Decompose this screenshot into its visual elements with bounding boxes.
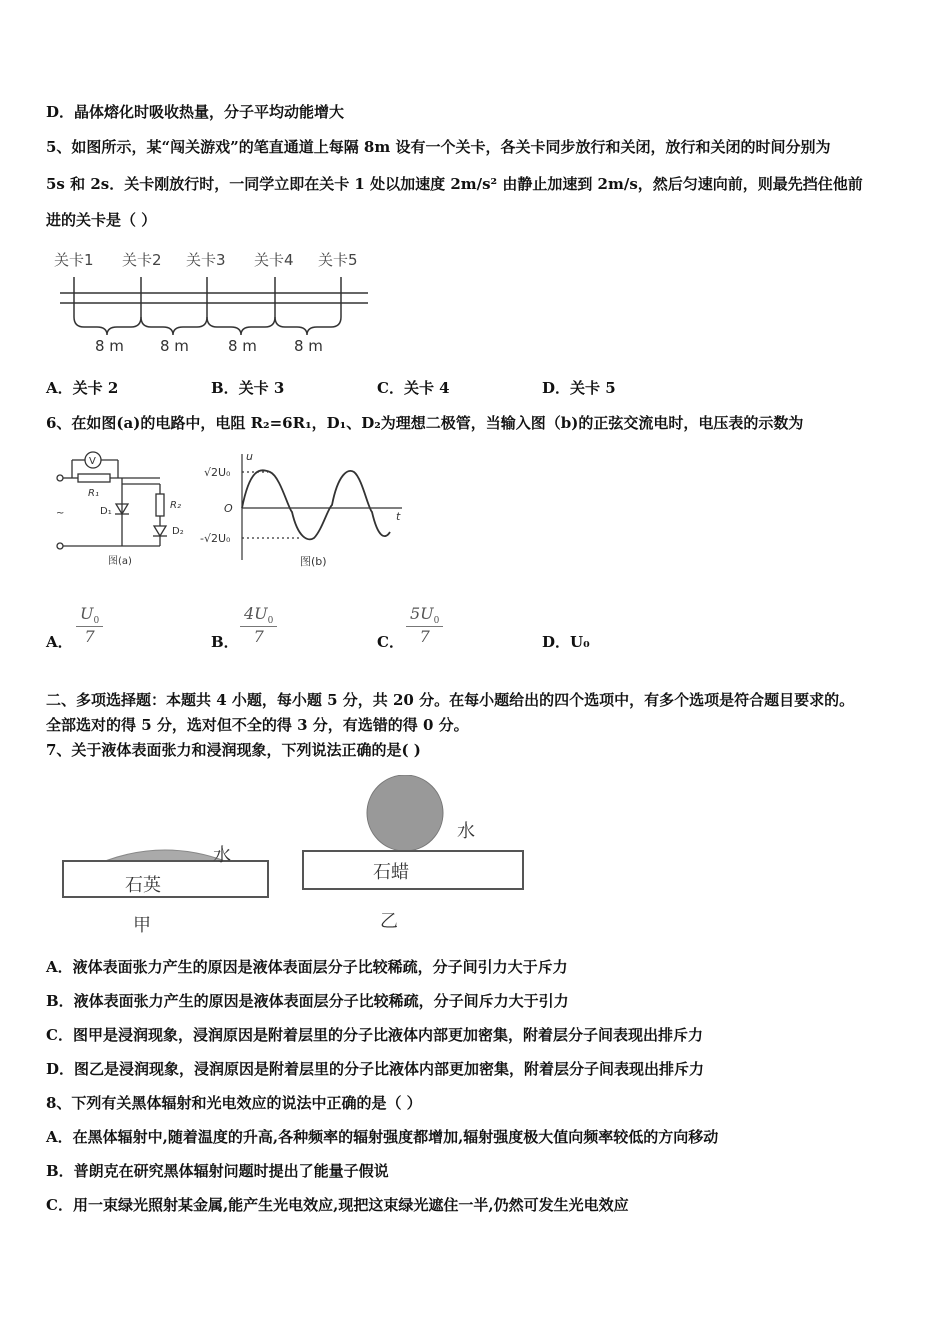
c-subscript: 0 — [433, 616, 440, 627]
q7-stem: 7、关于液体表面张力和浸润现象，下列说法正确的是( ) — [46, 741, 421, 759]
q8-option-b[interactable]: B．普朗克在研究黑体辐射问题时提出了能量子假说 — [46, 1162, 389, 1180]
d1-label: D₁ — [100, 506, 112, 517]
section2-heading-line2: 全部选对的得 5 分，选对但不全的得 3 分，有选错的得 0 分。 — [46, 716, 469, 734]
q6-option-c-fraction[interactable] — [406, 604, 443, 646]
q6-option-a-fraction[interactable] — [76, 604, 103, 646]
quartz-label: 石英 — [125, 875, 161, 896]
q8-option-a[interactable]: A．在黑体辐射中,随着温度的升高,各种频率的辐射强度都增加,辐射强度极大值向频率较低的方向移动 — [46, 1128, 719, 1146]
paraffin-label: 石蜡 — [373, 862, 409, 883]
voltmeter-label: V — [89, 456, 96, 467]
checkpoint-label-3: 关卡3 — [186, 251, 226, 269]
d-label: D． — [542, 633, 571, 651]
distance-label-4: 8 m — [294, 337, 323, 355]
b-numerator: 4U — [244, 604, 268, 623]
section2-heading-line1: 二、多项选择题：本题共 4 小题，每小题 5 分，共 20 分。在每小题给出的四个选项中，有多个选项是符合题目要求的。 — [46, 691, 855, 709]
r2-label: R₂ — [170, 500, 181, 511]
q5-option-b[interactable]: B．关卡 3 — [211, 379, 285, 397]
left-water-label: 水 — [213, 845, 231, 866]
q6-stem: 6、在如图(a)的电路中，电阻 R₂=6R₁，D₁、D₂为理想二极管，当输入图（b)的正弦交流电时，电压表的示数为 — [46, 414, 804, 432]
q5-option-d[interactable]: D．关卡 5 — [542, 379, 616, 397]
b-subscript: 0 — [267, 616, 274, 627]
q4-option-d: D．晶体熔化时吸收热量，分子平均动能增大 — [46, 103, 345, 121]
q6-option-c-label[interactable]: C． — [377, 633, 404, 651]
distance-label-1: 8 m — [95, 337, 124, 355]
wave-origin-label: O — [224, 502, 233, 515]
c-numerator: 5U — [410, 604, 434, 623]
figure-b-caption: 图(b) — [300, 555, 327, 568]
q5-stem-line2: 5s 和 2s．关卡刚放行时，一同学立即在关卡 1 处以加速度 2m/s² 由静止加速到 2m/s，然后匀速向前，则最先挡住他前 — [46, 175, 863, 193]
q7-option-b[interactable]: B．液体表面张力产生的原因是液体表面层分子比较稀疏，分子间斥力大于引力 — [46, 992, 569, 1010]
q6-option-d[interactable] — [542, 632, 590, 652]
wave-t-label: t — [396, 510, 401, 523]
r1-label: R₁ — [88, 488, 99, 499]
q5-stem-line1: 5、如图所示，某“闯关游戏”的笔直通道上每隔 8m 设有一个关卡，各关卡同步放行和关闭，放行和关闭的时间分别为 — [46, 138, 831, 156]
q7-option-c[interactable]: C．图甲是浸润现象，浸润原因是附着层里的分子比液体内部更加密集，附着层分子间表现出排斥力 — [46, 1026, 703, 1044]
q7-figure — [55, 775, 535, 940]
wave-peak-label: √2U₀ — [204, 466, 231, 479]
distance-label-2: 8 m — [160, 337, 189, 355]
figure-yi-caption: 乙 — [380, 911, 398, 932]
q7-option-d[interactable]: D．图乙是浸润现象，浸润原因是附着层里的分子比液体内部更加密集，附着层分子间表现出排斥力 — [46, 1060, 705, 1078]
wave-trough-label: -√2U₀ — [200, 532, 231, 545]
d2-label: D₂ — [172, 526, 184, 537]
figure-a-caption: 图(a) — [108, 556, 132, 567]
q7-option-a[interactable]: A．液体表面张力产生的原因是液体表面层分子比较稀疏，分子间引力大于斥力 — [46, 958, 568, 976]
c-denominator: 7 — [419, 627, 430, 647]
d-value: U₀ — [570, 633, 590, 651]
q6-waveform-figure — [200, 450, 410, 575]
q6-circuit-figure — [48, 446, 208, 576]
q6-option-b-fraction[interactable] — [240, 604, 277, 646]
checkpoint-label-1: 关卡1 — [54, 251, 94, 269]
q8-stem: 8、下列有关黑体辐射和光电效应的说法中正确的是（ ） — [46, 1094, 422, 1112]
b-denominator: 7 — [253, 627, 264, 647]
checkpoint-label-2: 关卡2 — [122, 251, 162, 269]
q5-option-c[interactable]: C．关卡 4 — [377, 379, 450, 397]
q5-stem-line3: 进的关卡是（ ） — [46, 211, 157, 229]
q6-option-b-label[interactable]: B． — [211, 633, 239, 651]
q6-option-a-label[interactable]: A． — [46, 633, 73, 651]
q5-option-a[interactable]: A．关卡 2 — [46, 379, 119, 397]
a-denominator: 7 — [84, 627, 95, 647]
checkpoint-label-4: 关卡4 — [254, 251, 294, 269]
wave-y-label: u — [246, 450, 253, 463]
a-subscript: 0 — [93, 616, 100, 627]
checkpoint-label-5: 关卡5 — [318, 251, 358, 269]
q8-option-c[interactable]: C．用一束绿光照射某金属,能产生光电效应,现把这束绿光遮住一半,仍然可发生光电效应 — [46, 1196, 629, 1214]
right-water-label: 水 — [457, 821, 475, 842]
a-numerator: U — [80, 604, 94, 623]
q5-checkpoint-figure — [50, 245, 380, 360]
figure-jia-caption: 甲 — [133, 915, 151, 936]
ac-source-symbol: ~ — [56, 508, 65, 519]
distance-label-3: 8 m — [228, 337, 257, 355]
